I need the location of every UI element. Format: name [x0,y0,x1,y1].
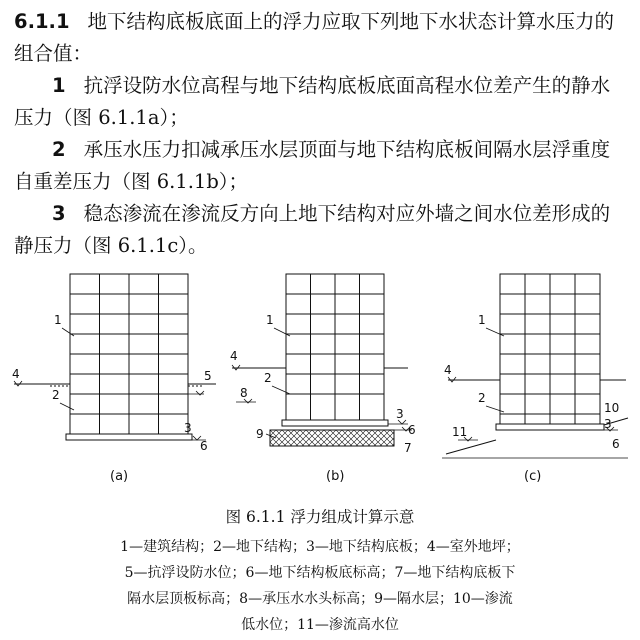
panel-b-marker-9: 9 [256,427,264,441]
legend-line-1: 1—建筑结构；2—地下结构；3—地下结构底板；4—室外地坪； [120,539,520,555]
item-2-text: 承压水压力扣减承压水层顶面与地下结构底板间隔水层浮重度自重差压力（图 6.1.1b）； [14,138,611,193]
panel-c-marker-4: 4 [444,363,452,377]
panel-a [12,274,216,484]
panel-b-building-grid [286,274,384,420]
item-3-number: 3 [52,202,66,225]
panel-b-marker-4: 4 [230,349,238,363]
item-1 [14,70,626,134]
panel-c-level-marks [448,377,618,441]
legend-line-3: 隔水层顶板标高；8—承压水水头标高；9—隔水层；10—渗流 [127,591,513,607]
clause-number: 6.1.1 [14,10,70,33]
panel-a-marker-6: 6 [200,439,208,453]
panel-b-marker-7: 7 [404,441,412,455]
panel-a-ground [14,384,216,386]
panel-b-marker-3: 3 [396,407,404,421]
panel-c-marker-11: 11 [452,425,468,439]
panel-c-marker-1: 1 [478,313,486,327]
panel-a-base-slab [66,434,192,440]
panel-b-marker-8: 8 [240,386,248,400]
panel-a-marker-4: 4 [12,367,20,381]
panel-a-label: (a) [110,469,129,484]
item-2-number: 2 [52,138,66,161]
panel-a-marker-3: 3 [184,421,192,435]
panel-c-building-grid [500,274,600,424]
panel-b-marker-2: 2 [264,371,272,385]
panel-c-label: (c) [524,469,542,484]
panel-a-building-grid [70,274,188,434]
item-1-text: 抗浮设防水位高程与地下结构底板底面高程水位差产生的静水压力（图 6.1.1a）； [14,74,611,129]
panel-b-aquitard [270,430,394,446]
panel-c-base-slab [496,424,604,430]
item-3 [14,198,626,262]
panel-a-level-marks [14,381,206,440]
panel-a-marker-5: 5 [204,369,212,383]
figure-caption: 图 6.1.1 浮力组成计算示意 [225,508,415,526]
panel-c-marker-10: 10 [604,401,620,415]
legend-line-2: 5—抗浮设防水位；6—地下结构板底标高；7—地下结构底板下 [124,565,516,581]
panel-a-marker-1: 1 [54,313,62,327]
panel-c-marker-6: 6 [612,437,620,451]
buoyancy-figure [0,262,640,502]
panel-b-marker-6: 6 [408,423,416,437]
item-3-text: 稳态渗流在渗流反方向上地下结构对应外墙之间水位差形成的静压力（图 6.1.1c）。 [14,202,611,257]
clause-text: 地下结构底板底面上的浮力应取下列地下水状态计算水压力的组合值： [14,10,615,65]
panel-b-label: (b) [326,469,345,484]
item-2 [14,134,626,198]
panel-c-marker-2: 2 [478,391,486,405]
panel-b [230,274,416,484]
panel-a-marker-2: 2 [52,388,60,402]
panel-b-marker-1: 1 [266,313,274,327]
item-1-number: 1 [52,74,66,97]
legend-line-4: 低水位；11—渗流高水位 [241,617,399,633]
clause-paragraph [14,6,626,70]
panel-c [442,274,628,484]
panel-c-marker-3: 3 [604,417,612,431]
panel-b-base-slab [282,420,388,426]
